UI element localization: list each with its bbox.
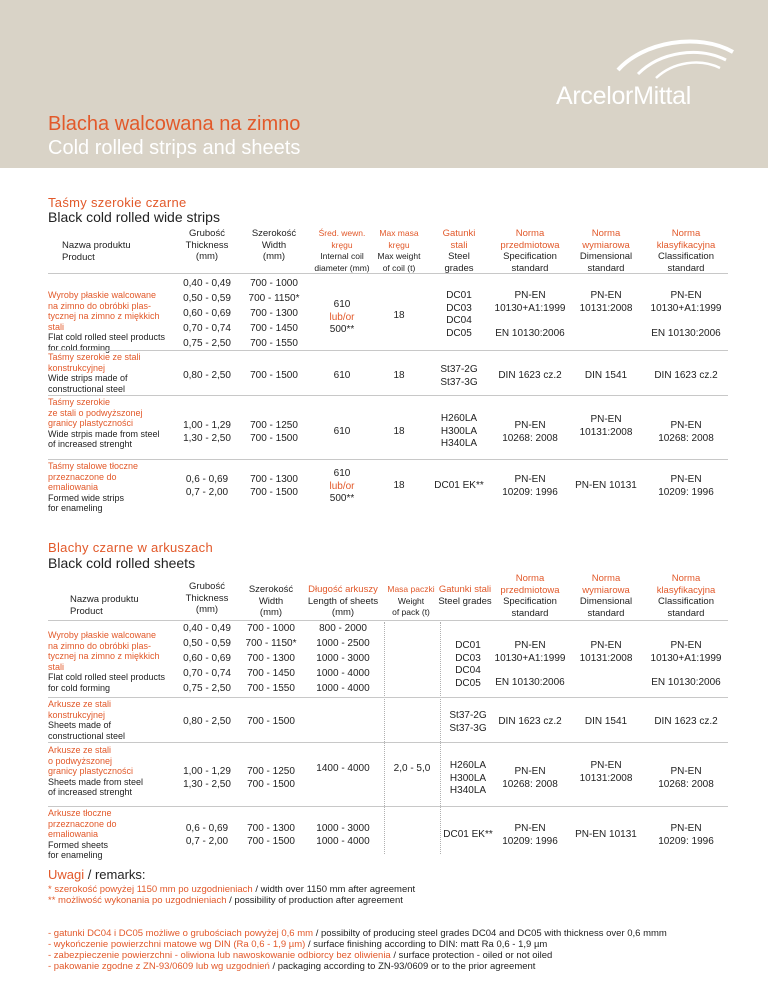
s1-row1-coil: 610 lub/or 500** bbox=[329, 299, 355, 335]
s2-row2-cls: DIN 1623 cz.2 bbox=[654, 716, 718, 727]
s2-row2-thickness: 0,80 - 2,50 bbox=[183, 716, 231, 727]
s1-row4-product: Taśmy stalowe tłoczne przeznaczone do emaliowania Formed wide strips for enameling bbox=[48, 461, 139, 513]
note-line: - pakowanie zgodne z ZN-93/0609 lub wg uzgodnień / packaging according to ZN-93/0609 or to the prior agreement bbox=[48, 961, 536, 972]
s1-row1-width: 700 - 1000 700 - 1150* 700 - 1300 700 - 1450 700 - 1550 bbox=[248, 278, 300, 349]
note-line: - wykończenie powierzchni matowe wg DIN (Ra 0,6 - 1,9 µm) / surface finishing according to DIN: matt Ra 0,6 - 1,9 µm bbox=[48, 939, 548, 950]
s1-header-cls: Norma klasyfikacyjna Classification standard bbox=[656, 228, 716, 274]
divider bbox=[48, 742, 728, 743]
s2-row1-cls2: EN 10130:2006 bbox=[651, 677, 721, 688]
note-line: - zabezpieczenie powierzchni - oliwiona lub nawoskowanie odbiorcy bez oliwienia / surface protection - oiled or not oiled bbox=[48, 950, 553, 961]
remarks-title: Uwagi / remarks: bbox=[48, 867, 146, 882]
divider bbox=[48, 273, 728, 274]
s1-row1-cls2: EN 10130:2006 bbox=[651, 328, 721, 339]
s2-row1-thickness: 0,40 - 0,49 0,50 - 0,59 0,60 - 0,69 0,70 - 0,74 0,75 - 2,50 bbox=[183, 623, 231, 694]
s2-row1-dim: PN-EN 10131:2008 bbox=[579, 640, 633, 664]
s2-header-spec: Norma przedmiotowa Specification standard bbox=[500, 573, 560, 619]
divider bbox=[48, 395, 728, 396]
s2-row3-product: Arkusze ze stali o podwyższonej granicy plastyczności Sheets made from steel of increased strenght bbox=[48, 745, 144, 797]
s2-row1-spec2: EN 10130:2006 bbox=[495, 677, 565, 688]
s2-row4-thickness: 0,6 - 0,69 0,7 - 2,00 bbox=[185, 823, 229, 847]
s1-row4-width: 700 - 1300 700 - 1500 bbox=[250, 474, 298, 498]
s2-header-grades: Gatunki stali Steel grades bbox=[438, 584, 492, 607]
s2-row2-product: Arkusze ze stali konstrukcyjnej Sheets made of constructional steel bbox=[48, 699, 126, 741]
s1-header-spec: Norma przedmiotowa Specification standard bbox=[500, 228, 560, 274]
s1-row4-grades: DC01 EK** bbox=[434, 480, 484, 491]
s2-row4-length: 1000 - 3000 1000 - 4000 bbox=[316, 823, 370, 847]
note-line: - gatunki DC04 i DC05 możliwe o grubościach powyżej 0,6 mm / possibilty of producing steel grades DC04 and DC05 with thickness over 0,6 mmm bbox=[48, 928, 667, 939]
s2-row3-width: 700 - 1250 700 - 1500 bbox=[247, 766, 295, 790]
section1-title-pl: Taśmy szerokie czarne bbox=[48, 195, 187, 210]
section2-title-pl: Blachy czarne w arkuszach bbox=[48, 540, 214, 555]
s2-row3-grades: H260LA H300LA H340LA bbox=[449, 760, 487, 796]
s1-row2-width: 700 - 1500 bbox=[250, 370, 298, 381]
s1-row1-grades: DC01 DC03 DC04 DC05 bbox=[446, 290, 472, 339]
s2-row4-spec: PN-EN 10209: 1996 bbox=[502, 823, 558, 847]
s1-row3-mass: 18 bbox=[393, 426, 405, 437]
s1-row4-thickness: 0,6 - 0,69 0,7 - 2,00 bbox=[185, 474, 229, 498]
s1-row2-product: Taśmy szerokie ze stali konstrukcyjnej Wide strips made of constructional steel bbox=[48, 352, 141, 394]
s1-header-thickness: Grubość Thickness (mm) bbox=[185, 228, 229, 262]
s2-row1-length: 800 - 2000 1000 - 2500 1000 - 3000 1000 - 4000 1000 - 4000 bbox=[316, 623, 370, 694]
s1-row3-coil: 610 bbox=[333, 426, 351, 437]
s1-row4-coil: 610 lub/or 500** bbox=[329, 468, 355, 504]
divider bbox=[48, 350, 728, 351]
s1-row3-spec: PN-EN 10268: 2008 bbox=[502, 420, 558, 444]
s1-row1-dim: PN-EN 10131:2008 bbox=[579, 290, 633, 314]
s1-row1-spec2: EN 10130:2006 bbox=[495, 328, 565, 339]
s1-row2-cls: DIN 1623 cz.2 bbox=[654, 370, 718, 381]
s2-row1-spec: PN-EN 10130+A1:1999 bbox=[494, 640, 566, 664]
s2-row4-grades: DC01 EK** bbox=[443, 829, 493, 840]
s1-row3-thickness: 1,00 - 1,29 1,30 - 2,50 bbox=[183, 420, 231, 444]
s2-length-shared: 1400 - 4000 bbox=[316, 763, 370, 774]
s2-header-length: Długość arkuszy Length of sheets (mm) bbox=[307, 584, 379, 618]
s2-row1-grades: DC01 DC03 DC04 DC05 bbox=[455, 640, 481, 689]
section2-title-en: Black cold rolled sheets bbox=[48, 555, 196, 571]
divider bbox=[48, 806, 728, 807]
divider bbox=[48, 459, 728, 460]
s2-row2-grades: St37-2G St37-3G bbox=[449, 710, 487, 734]
s1-row3-grades: H260LA H300LA H340LA bbox=[440, 413, 478, 449]
s1-header-product: Nazwa produktu Product bbox=[62, 240, 131, 263]
s1-header-dim: Norma wymiarowa Dimensional standard bbox=[579, 228, 633, 274]
s2-row2-spec: DIN 1623 cz.2 bbox=[498, 716, 562, 727]
divider bbox=[48, 620, 728, 621]
s1-row2-grades: St37-2G St37-3G bbox=[440, 364, 478, 388]
s2-row4-cls: PN-EN 10209: 1996 bbox=[658, 823, 714, 847]
s1-row2-dim: DIN 1541 bbox=[584, 370, 628, 381]
s2-row3-dim: PN-EN 10131:2008 bbox=[579, 760, 633, 784]
s2-row4-product: Arkusze tłoczne przeznaczone do emaliowania Formed sheets for enameling bbox=[48, 808, 117, 860]
s1-row4-mass: 18 bbox=[393, 480, 405, 491]
s1-header-width: Szerokość Width (mm) bbox=[251, 228, 297, 262]
s2-header-width: Szerokość Width (mm) bbox=[248, 584, 294, 618]
divider bbox=[48, 697, 728, 698]
s2-header-product: Nazwa produktu Product bbox=[70, 594, 139, 617]
s1-row1-mass: 18 bbox=[393, 310, 405, 321]
s1-row1-cls: PN-EN 10130+A1:1999 bbox=[650, 290, 722, 314]
s1-row3-width: 700 - 1250 700 - 1500 bbox=[250, 420, 298, 444]
s2-row4-dim: PN-EN 10131 bbox=[575, 829, 637, 840]
s1-row1-spec: PN-EN 10130+A1:1999 bbox=[494, 290, 566, 314]
s2-row3-cls: PN-EN 10268: 2008 bbox=[658, 766, 714, 790]
page-title-en: Cold rolled strips and sheets bbox=[48, 137, 301, 159]
s2-row4-width: 700 - 1300 700 - 1500 bbox=[247, 823, 295, 847]
s1-row3-cls: PN-EN 10268: 2008 bbox=[658, 420, 714, 444]
s1-row2-thickness: 0,80 - 2,50 bbox=[183, 370, 231, 381]
s2-header-cls: Norma klasyfikacyjna Classification standard bbox=[656, 573, 716, 619]
s1-header-grades: Gatunki stali Steel grades bbox=[442, 228, 476, 274]
s1-row3-dim: PN-EN 10131:2008 bbox=[579, 414, 633, 438]
s1-row2-coil: 610 bbox=[333, 370, 351, 381]
s1-row4-cls: PN-EN 10209: 1996 bbox=[658, 474, 714, 498]
s2-row1-cls: PN-EN 10130+A1:1999 bbox=[650, 640, 722, 664]
s1-row1-thickness: 0,40 - 0,49 0,50 - 0,59 0,60 - 0,69 0,70 - 0,74 0,75 - 2,50 bbox=[183, 278, 231, 349]
brand-name: ArcelorMittal bbox=[556, 82, 692, 110]
section1-title-en: Black cold rolled wide strips bbox=[48, 209, 220, 225]
s1-header-coil: Śred. wewn. kręgu Internal coil diameter (mm) bbox=[314, 228, 370, 273]
s1-row2-spec: DIN 1623 cz.2 bbox=[498, 370, 562, 381]
s1-header-mass: Max masa kręgu Max weight of coil (t) bbox=[377, 228, 421, 273]
s1-row4-spec: PN-EN 10209: 1996 bbox=[502, 474, 558, 498]
note-line: ** możliwość wykonania po uzgodnieniach / possibility of production after agreement bbox=[48, 895, 403, 906]
note-line: * szerokość powyżej 1150 mm po uzgodnieniach / width over 1150 mm after agreement bbox=[48, 884, 416, 895]
s2-row2-width: 700 - 1500 bbox=[247, 716, 295, 727]
s2-pack-weight: 2,0 - 5,0 bbox=[393, 763, 431, 774]
s2-row1-product: Wyroby płaskie walcowane na zimno do obróbki plas- tycznej na zimno z miękkich stali Flat cold rolled steel products for cold forming bbox=[48, 630, 166, 693]
s2-row3-thickness: 1,00 - 1,29 1,30 - 2,50 bbox=[183, 766, 231, 790]
s1-row1-product: Wyroby płaskie walcowane na zimno do obróbki plas- tycznej na zimno z miękkich stali Flat cold rolled steel products for cold forming bbox=[48, 290, 166, 353]
s1-row3-product: Taśmy szerokie ze stali o podwyższonej granicy plastyczności Wide strpis made from steel of increased strenght bbox=[48, 397, 160, 449]
s1-row2-mass: 18 bbox=[393, 370, 405, 381]
s2-header-pack: Masa paczki Weight of pack (t) bbox=[387, 584, 435, 617]
s2-header-dim: Norma wymiarowa Dimensional standard bbox=[579, 573, 633, 619]
s2-header-thickness: Grubość Thickness (mm) bbox=[185, 581, 229, 615]
s2-row1-width: 700 - 1000 700 - 1150* 700 - 1300 700 - 1450 700 - 1550 bbox=[245, 623, 297, 694]
page-title-pl: Blacha walcowana na zimno bbox=[48, 113, 301, 135]
s1-row4-dim: PN-EN 10131 bbox=[575, 480, 637, 491]
s2-row3-spec: PN-EN 10268: 2008 bbox=[502, 766, 558, 790]
s2-row2-dim: DIN 1541 bbox=[584, 716, 628, 727]
